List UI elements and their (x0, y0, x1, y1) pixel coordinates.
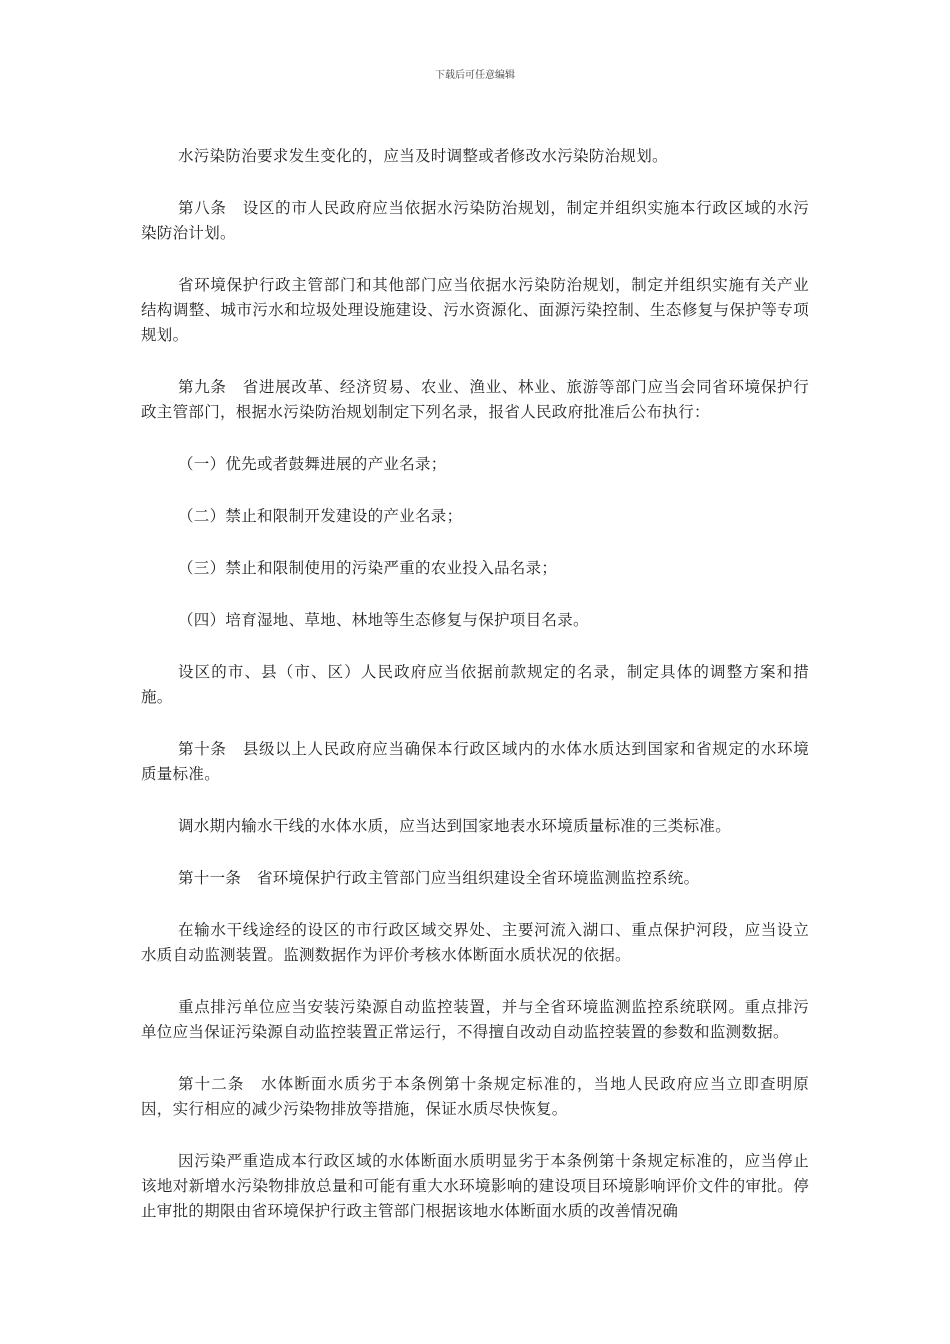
list-item: （四）培育湿地、草地、林地等生态修复与保护项目名录。 (178, 611, 589, 629)
list-item: （三）禁止和限制使用的污染严重的农业投入品名录； (178, 559, 558, 577)
paragraph: 设区的市、县（市、区）人民政府应当依据前款规定的名录，制定具体的调整方案和措施。 (141, 663, 809, 706)
paragraph: 水污染防治要求发生变化的，应当及时调整或者修改水污染防治规划。 (178, 147, 668, 165)
page-header: 下载后可任意编辑 (435, 70, 515, 81)
paragraph: 调水期内输水干线的水体水质，应当达到国家地表水环境质量标准的三类标准。 (178, 817, 732, 835)
paragraph: 省环境保护行政主管部门和其他部门应当依据水污染防治规划，制定并组织实施有关产业结构调整、城市污水和垃圾处理设施建设、污水资源化、面源污染控制、生态修复与保护等专项规划。 (141, 276, 809, 344)
paragraph: 在输水干线途经的设区的市行政区域交界处、主要河流入湖口、重点保护河段，应当设立水质自动监测装置。监测数据作为评价考核水体断面水质状况的依据。 (141, 921, 809, 964)
article-9-paragraph: 第九条 省进展改革、经济贸易、农业、渔业、林业、旅游等部门应当会同省环境保护行政主管部门，根据水污染防治规划制定下列名录，报省人民政府批准后公布执行： (141, 378, 809, 421)
list-item: （一）优先或者鼓舞进展的产业名录； (178, 455, 447, 473)
article-8-paragraph: 第八条 设区的市人民政府应当依据水污染防治规划，制定并组织实施本行政区域的水污染防治计划。 (141, 199, 809, 242)
article-12-paragraph: 第十二条 水体断面水质劣于本条例第十条规定标准的，当地人民政府应当立即查明原因，实行相应的减少污染物排放等措施，保证水质尽快恢复。 (141, 1075, 809, 1118)
list-item: （二）禁止和限制开发建设的产业名录； (178, 507, 463, 525)
article-10-paragraph: 第十条 县级以上人民政府应当确保本行政区域内的水体水质达到国家和省规定的水环境质量标准。 (141, 740, 809, 783)
paragraph: 因污染严重造成本行政区域的水体断面水质明显劣于本条例第十条规定标准的，应当停止该地对新增水污染物排放总量和可能有重大水环境影响的建设项目环境影响评价文件的审批。停止审批的期限由省环境保护行政主管部门根据该地水体断面水质的改善情况确 (141, 1152, 809, 1220)
article-11-paragraph: 第十一条 省环境保护行政主管部门应当组织建设全省环境监测监控系统。 (178, 869, 700, 887)
document-body (141, 144, 809, 1251)
paragraph: 重点排污单位应当安装污染源自动监控装置，并与全省环境监测监控系统联网。重点排污单位应当保证污染源自动监控装置正常运行，不得擅自改动自动监控装置的参数和监测数据。 (141, 998, 809, 1041)
